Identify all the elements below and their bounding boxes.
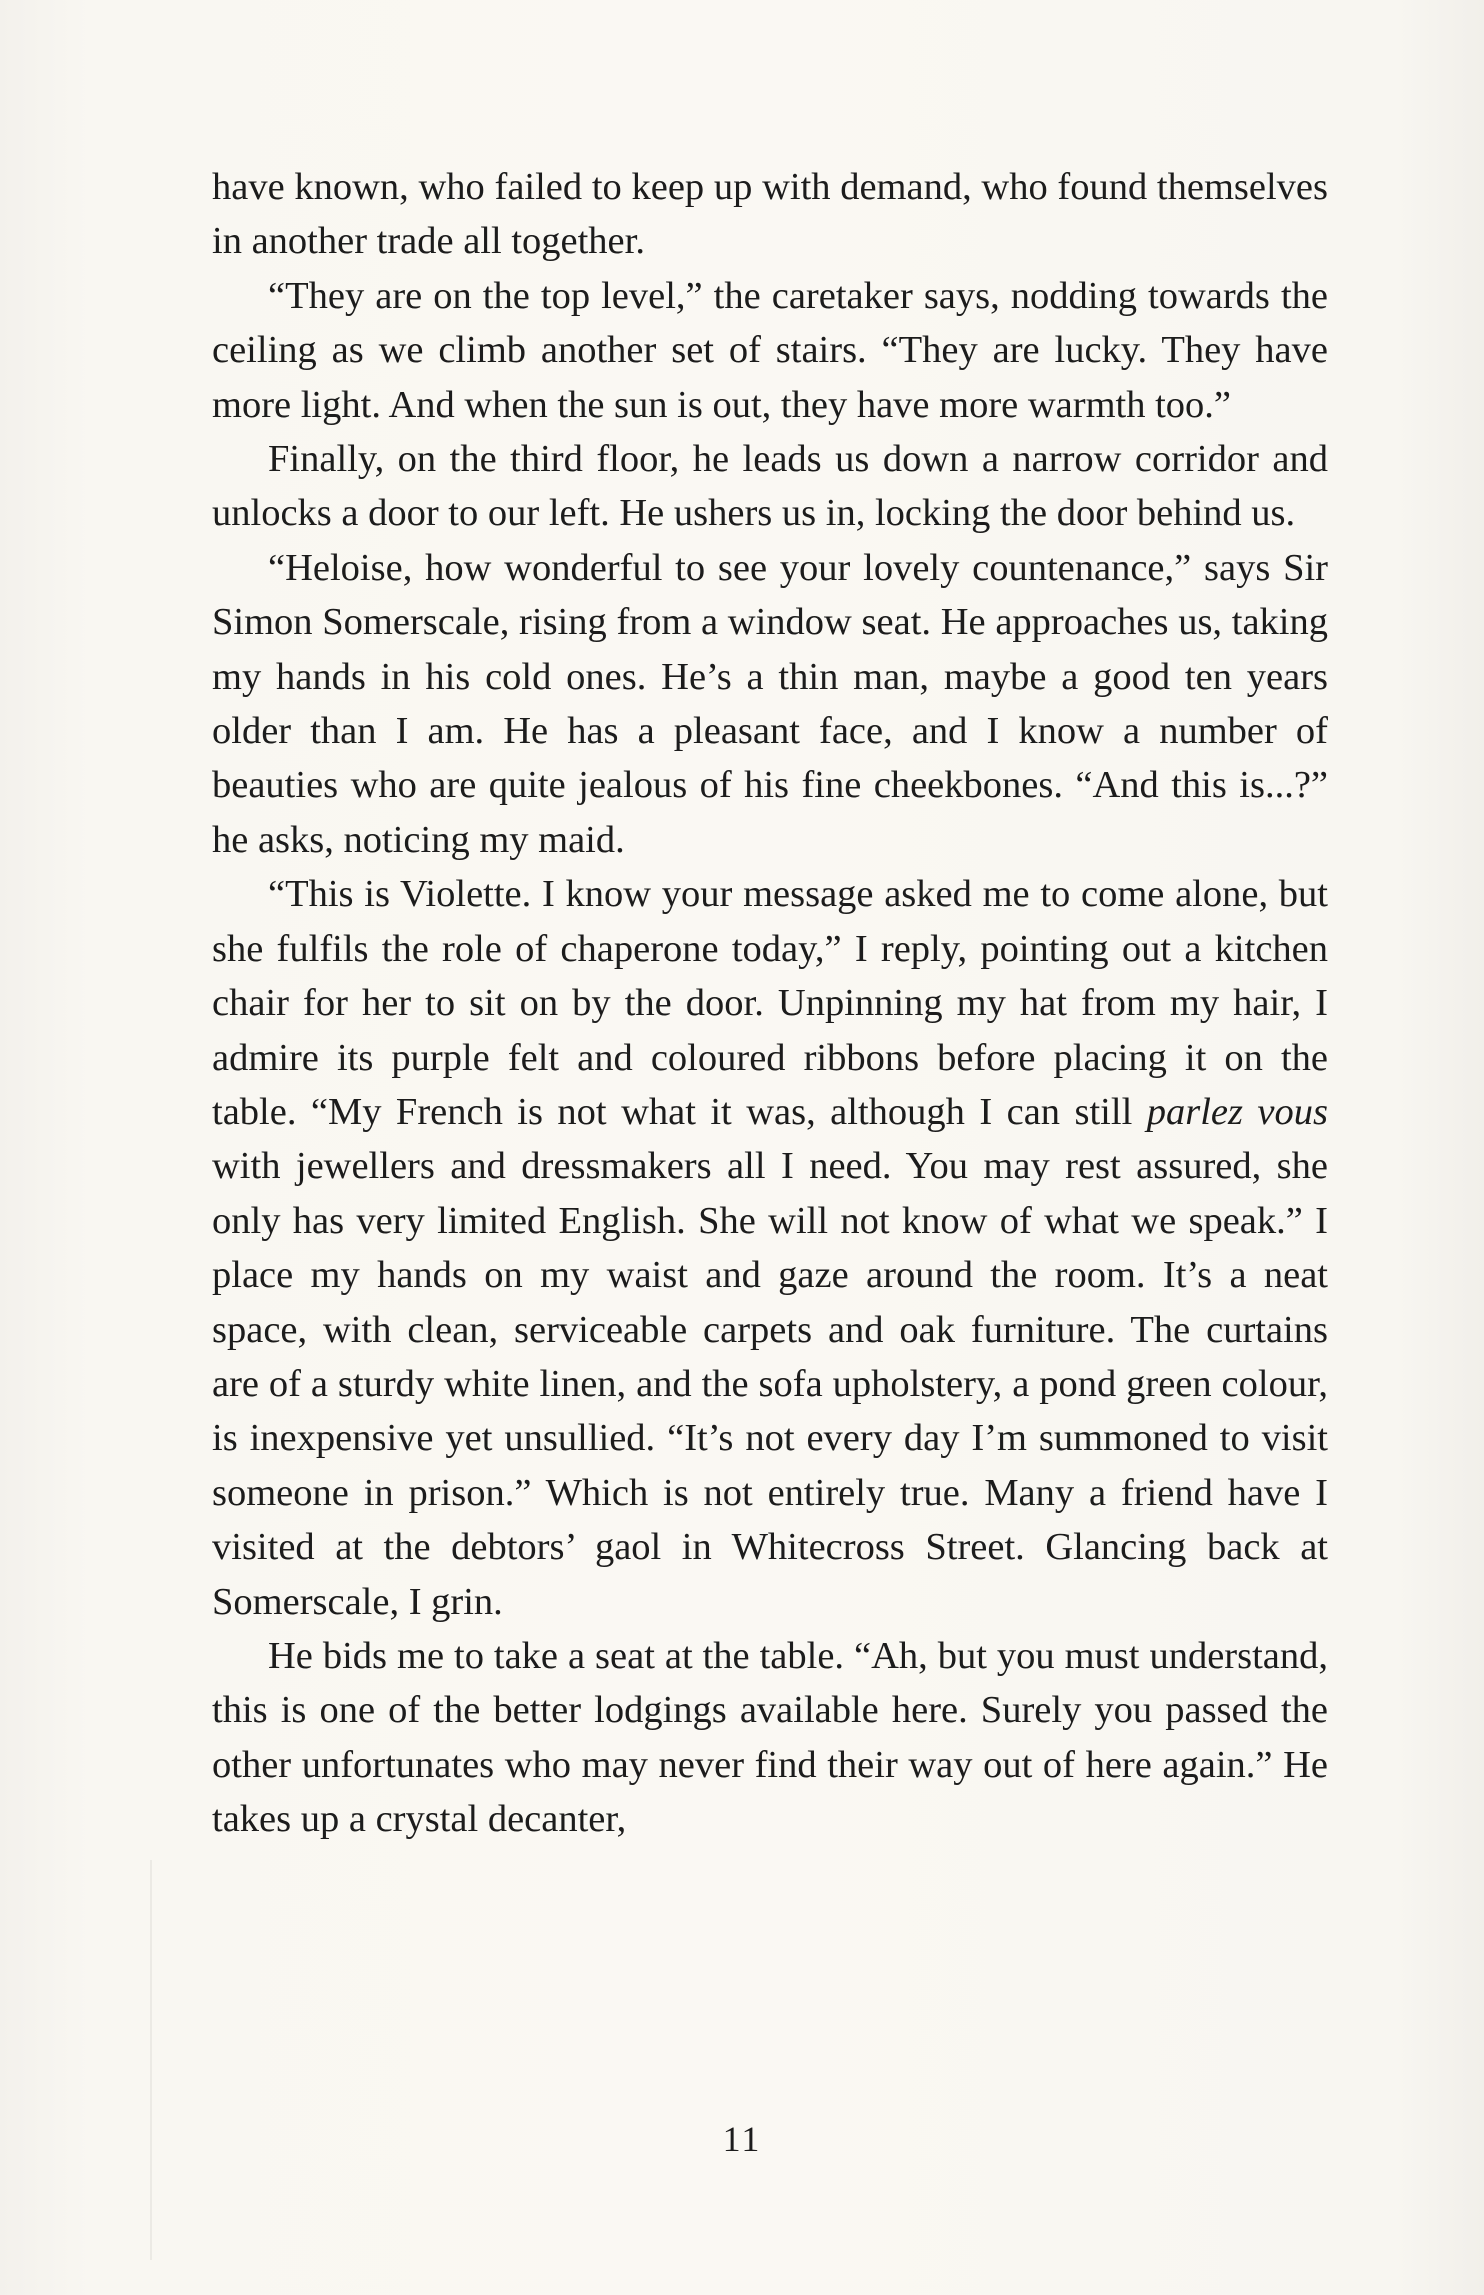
paragraph bbox=[212, 867, 1328, 1629]
text-run: have known, who failed to keep up with demand, who found themselves in another trade all together. bbox=[212, 166, 1328, 263]
body-text bbox=[212, 160, 1328, 1847]
text-run: with jewellers and dressmakers all I need. You may rest assured, she only has very limited English. She will not know of what we speak.” I place my hands on my waist and gaze around the room. It’s a neat space, with clean, serviceable carpets and oak furniture. The curtains are of a sturdy white linen, and the sofa upholstery, a pond green colour, is inexpensive yet unsullied. “It’s not every day I’m summoned to visit someone in prison.” Which is not entirely true. Many a friend have I visited at the debtors’ gaol in Whitecross Street. Glancing back at Somerscale, I grin. bbox=[212, 1145, 1328, 1623]
paragraph bbox=[212, 160, 1328, 269]
paragraph bbox=[212, 432, 1328, 541]
paragraph bbox=[212, 1629, 1328, 1847]
text-run: He bids me to take a seat at the table. “Ah, but you must understand, this is one of the better lodgings available here. Surely you passed the other unfortunates who may never find their way out of here again.” He takes up a crystal decanter, bbox=[212, 1634, 1328, 1841]
italic-text-run: parlez vous bbox=[1146, 1090, 1328, 1133]
text-run: “Heloise, how wonderful to see your lovely countenance,” says Sir Simon Somerscale, rising from a window seat. He approaches us, taking my hands in his cold ones. He’s a thin man, maybe a good ten years older than I am. He has a pleasant face, and I know a number of beauties who are quite jealous of his fine cheekbones. “And this is...?” he asks, noticing my maid. bbox=[212, 546, 1328, 861]
text-run: “This is Violette. I know your message asked me to come alone, but she fulfils the role of chaperone today,” I reply, pointing out a kitchen chair for her to sit on by the door. Unpinning my hat from my hair, I admire its purple felt and coloured ribbons before placing it on the table. “My French is not what it was, although I can still bbox=[212, 873, 1328, 1133]
page-number: 11 bbox=[722, 2119, 762, 2159]
paragraph bbox=[212, 541, 1328, 867]
page-shadow-line bbox=[150, 1860, 152, 2260]
text-run: Finally, on the third floor, he leads us down a narrow corridor and unlocks a door to our left. He ushers us in, locking the door behind us. bbox=[212, 438, 1328, 535]
text-run: “They are on the top level,” the caretaker says, nodding towards the ceiling as we climb another set of stairs. “They are lucky. They have more light. And when the sun is out, they have more warmth too.” bbox=[212, 274, 1328, 426]
paragraph bbox=[212, 269, 1328, 432]
